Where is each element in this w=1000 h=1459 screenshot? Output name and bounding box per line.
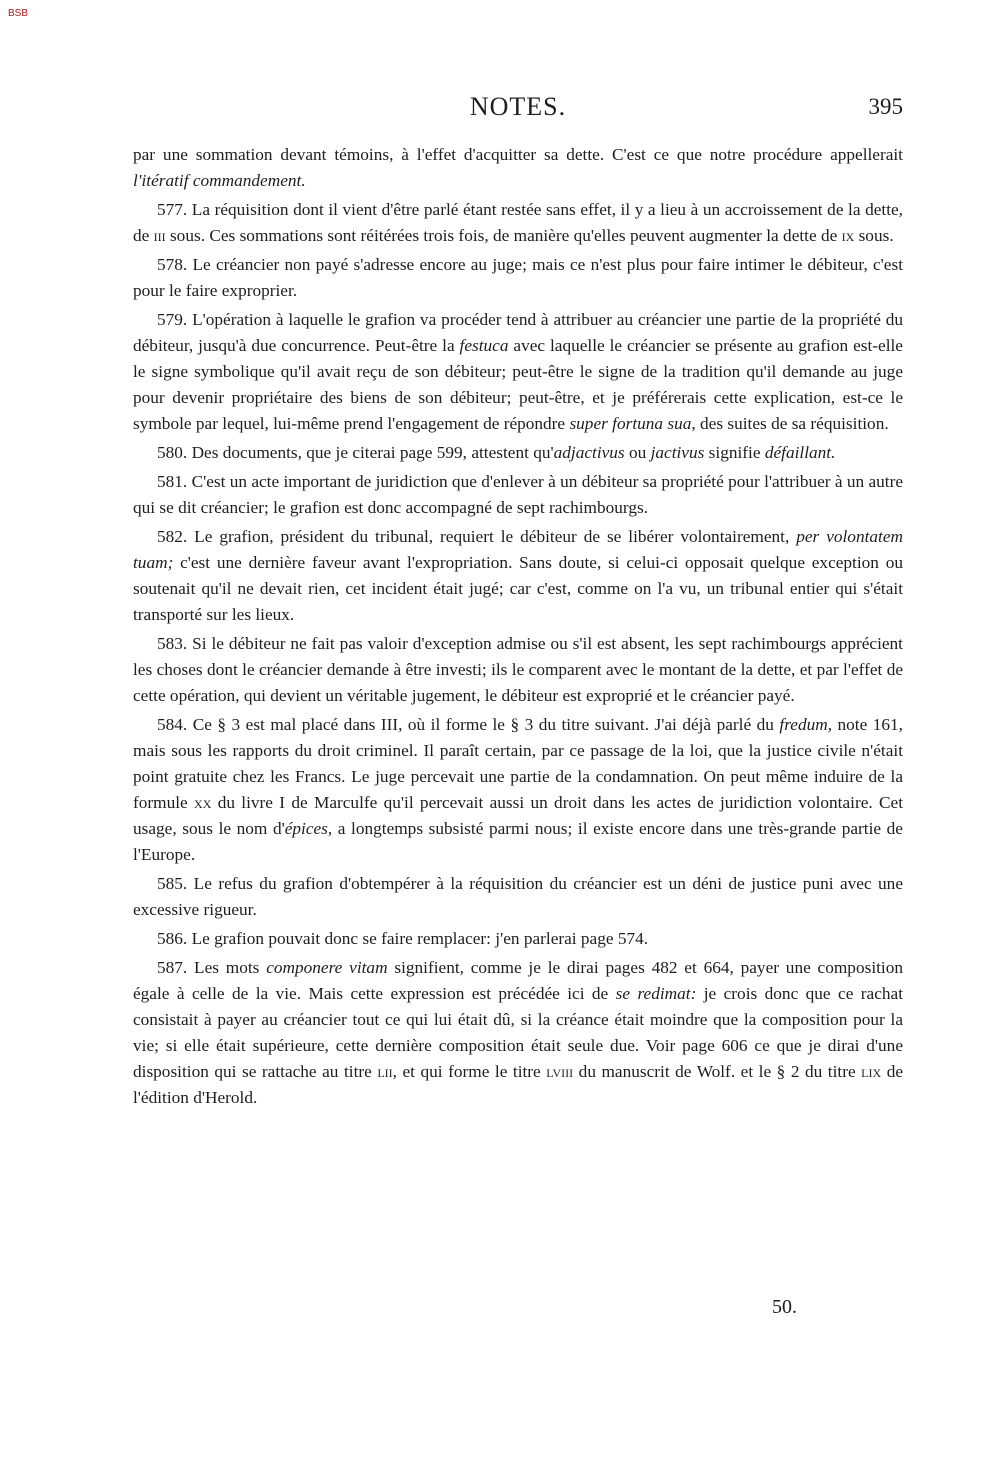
- text-run: sous. Ces sommations sont réitérées trois fois, de manière qu'elles peuvent augmenter la dette de: [165, 226, 842, 245]
- paragraph: [133, 197, 903, 249]
- paragraph: [133, 440, 903, 466]
- italic-text: adjactivus: [553, 443, 625, 462]
- text-run: 581. C'est un acte important de juridiction que d'enlever à un débiteur sa propriété pour l'attribuer à un autre qui se dit créancier; le grafion est donc accompagné de sept rachimbourgs.: [133, 472, 903, 517]
- text-run: je crois donc que ce rachat consistait à payer au créancier tout ce qui lui était dû, si la créance était moindre que la composition pour la vie; si elle était supérieure, cette dernière composition était seule due. Voir page 606 ce que je dirai d'une disposition qui se rattache au titre: [133, 984, 903, 1081]
- text-run: , des suites de sa réquisition.: [691, 414, 889, 433]
- text-run: 579. L'opération à laquelle le grafion va procéder tend à attribuer au créancier une partie de la propriété du débiteur, jusqu'à due concurrence. Peut-être la: [133, 310, 903, 355]
- text-run: , et qui forme le titre: [392, 1062, 547, 1081]
- text-run: c'est une dernière faveur avant l'expropriation. Sans doute, si celui-ci opposait quelque exception ou soutenait qu'il ne devait rien, cet incident était jugé; car c'est, comme on l'a vu, un tribunal entier qui s'était transporté sur les lieux.: [133, 553, 903, 624]
- running-header: [133, 92, 903, 126]
- text-run: avec laquelle le créancier se présente au grafion est-elle le signe symbolique qu'il avait reçu de son débiteur; peut-être le signe de la tradition qu'il demande au juge pour devenir propriétaire des biens de son débiteur; peut-être, et je préférerais cette explication, est-ce le symbole par lequel, lui-même prend l'engagement de répondre: [133, 336, 903, 433]
- paragraph: [133, 631, 903, 709]
- text-run: signifie: [704, 443, 765, 462]
- roman-numeral: iii: [153, 226, 166, 245]
- paragraph: [133, 871, 903, 923]
- library-stamp: BSB: [8, 8, 29, 19]
- text-run: de l'édition d'Herold.: [133, 1062, 904, 1107]
- paragraph: [133, 142, 903, 194]
- roman-numeral: ix: [841, 226, 855, 245]
- text-run: signifient, comme je le dirai pages 482 et 664, payer une composition égale à celle de la vie. Mais cette expression est précédée ici de: [133, 958, 904, 1003]
- italic-text: l'itératif commandement.: [133, 171, 306, 190]
- page-title: NOTES.: [469, 92, 567, 121]
- paragraph: [133, 926, 903, 952]
- italic-text: épices,: [284, 819, 333, 838]
- italic-text: super fortuna sua: [569, 414, 692, 433]
- paragraph: [133, 524, 903, 628]
- text-run: 577. La réquisition dont il vient d'être parlé étant restée sans effet, il y a lieu à un accroissement de la dette, de: [133, 200, 903, 245]
- paragraph: [133, 307, 903, 437]
- text-run: 578. Le créancier non payé s'adresse encore au juge; mais ce n'est plus pour faire intimer le débiteur, c'est pour le faire exproprier.: [133, 255, 903, 300]
- italic-text: défaillant.: [764, 443, 836, 462]
- roman-numeral: xx: [194, 793, 212, 812]
- paragraph: [133, 252, 903, 304]
- paragraph: [133, 469, 903, 521]
- text-run: du manuscrit de Wolf. et le § 2 du titre: [573, 1062, 862, 1081]
- text-run: 583. Si le débiteur ne fait pas valoir d'exception admise ou s'il est absent, les sept rachimbourgs apprécient les choses dont le créancier demande à être investi; ils le comparent avec le montant de la dette, et par l'effet de cette opération, qui devient un véritable jugement, le débiteur est exproprié et le créancier payé.: [133, 634, 903, 705]
- text-run: du livre I de Marculfe qu'il percevait aussi un droit dans les actes de juridiction volontaire. Cet usage, sous le nom d': [133, 793, 903, 838]
- text-run: sous.: [854, 226, 894, 245]
- page-number: 395: [868, 94, 903, 119]
- roman-numeral: lii: [377, 1062, 393, 1081]
- italic-text: per volontatem tuam;: [133, 527, 903, 572]
- text-run: 585. Le refus du grafion d'obtempérer à la réquisition du créancier est un déni de justice puni avec une excessive rigueur.: [133, 874, 903, 919]
- paragraph: [133, 955, 903, 1111]
- roman-numeral: lix: [861, 1062, 882, 1081]
- text-run: a longtemps subsisté parmi nous; il existe encore dans une très-grande partie de l'Europe.: [133, 819, 903, 864]
- body-text: [133, 142, 903, 1114]
- italic-text: componere vitam: [266, 958, 388, 977]
- signature-mark: 50.: [772, 1296, 797, 1318]
- text-run: ou: [624, 443, 651, 462]
- text-run: 586. Le grafion pouvait donc se faire remplacer: j'en parlerai page 574.: [157, 929, 649, 948]
- text-run: note 161, mais sous les rapports du droit criminel. Il paraît certain, par ce passage de la loi, que la justice civile n'était point gratuite chez les Francs. Le juge percevait une partie de la condamnation. On peut même induire de la formule: [133, 715, 903, 812]
- text-run: 587. Les mots: [157, 958, 267, 977]
- text-run: par une sommation devant témoins, à l'effet d'acquitter sa dette. C'est ce que notre procédure appellerait: [133, 145, 903, 164]
- roman-numeral: lviii: [546, 1062, 574, 1081]
- italic-text: se redimat:: [615, 984, 697, 1003]
- italic-text: jactivus: [650, 443, 705, 462]
- text-run: 584. Ce § 3 est mal placé dans III, où il forme le § 3 du titre suivant. J'ai déjà parlé du: [157, 715, 780, 734]
- italic-text: fredum,: [779, 715, 833, 734]
- italic-text: festuca: [459, 336, 509, 355]
- text-run: 582. Le grafion, président du tribunal, requiert le débiteur de se libérer volontairement,: [157, 527, 797, 546]
- paragraph: [133, 712, 903, 868]
- text-run: 580. Des documents, que je citerai page 599, attestent qu': [157, 443, 554, 462]
